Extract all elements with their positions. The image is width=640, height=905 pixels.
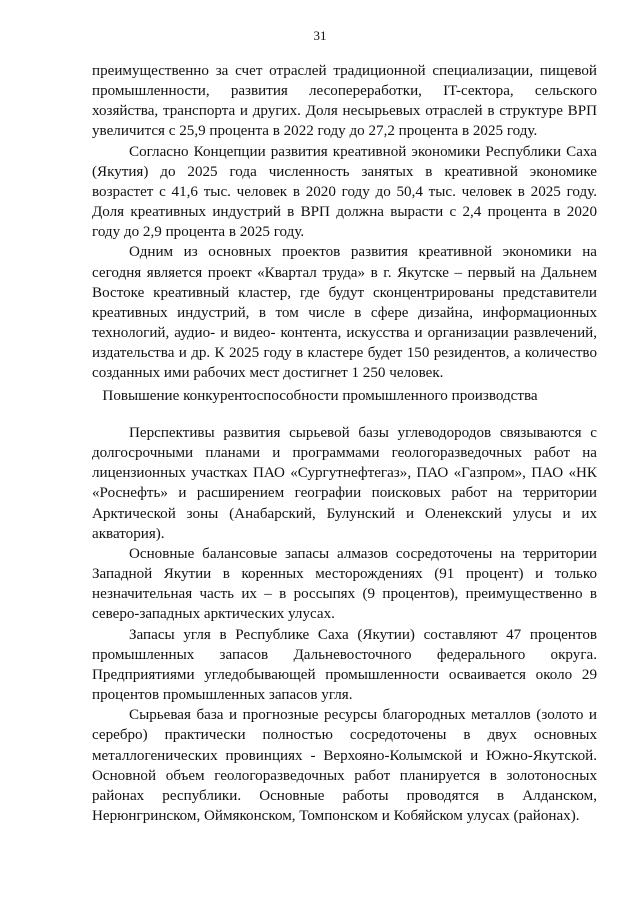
paragraph-creative-economy-concept: Согласно Концепции развития креативной экономики Республики Саха (Якутия) до 2025 года численность занятых в креативной экономике возрастет с 41,6 тыс. человек в 2020 году до 50,4 тыс. человек в 2025 году. Доля креативных индустрий в ВРП должна вырасти с 2,4 процента в 2020 году до 2,9 процента в 2025 году. [92,143,597,241]
paragraph-continuation: преимущественно за счет отраслей традиционной специализации, пищевой промышленности, развития лесопереработки, IT-сектора, сельского хозяйства, транспорта и других. Доля несырьевых отраслей в структуре ВРП увеличится с 25,9 процента в 2022 году до 27,2 процента в 2025 году. [92,63,597,140]
paragraph-diamonds: Основные балансовые запасы алмазов сосредоточены на территории Западной Якутии в коренных месторождениях (91 процент) и только незначительная часть их – в россыпях (9 процентов), преимущественно в северо-западных арктических улусах. [92,545,597,623]
paragraph-coal: Запасы угля в Республике Саха (Якутии) составляют 47 процентов промышленных запасов Дальневосточного федерального округа. Предприятиями угледобывающей промышленности осваивается около 29 процентов промышленных запасов угля. [92,626,597,704]
text-block-top [92,61,597,384]
page-number: 31 [313,28,327,43]
paragraph-hydrocarbons: Перспективы развития сырьевой базы углеводородов связываются с долгосрочными планами и программами геологоразведочных работ на лицензионных участках ПАО «Сургутнефтегаз», ПАО «Газпром», ПАО «НК «Роснефть» и расширением географии поисковых работ на территории Арктической зоны (Анабарский, Булунский и Оленекский улусы и их акватория). [92,425,597,542]
paragraph-kvartal-truda: Одним из основных проектов развития креативной экономики на сегодня является проект «Квартал труда» в г. Якутске – первый на Дальнем Востоке креативный кластер, где будут сконцентрированы представители креативных индустрий, в том числе в сфере дизайна, информационных технологий, аудио- и видео- контента, искусства и организации развлечений, издательства и др. К 2025 году в кластере будет 150 резидентов, а количество созданных ими рабочих мест достигнет 1 250 человек. [92,244,597,382]
paragraph-precious-metals: Сырьевая база и прогнозные ресурсы благородных металлов (золото и серебро) практически полностью сосредоточены в двух основных металлогенических провинциях - Верхояно-Колымской и Южно-Якутской. Основной объем геологоразведочных работ планируется в золотоносных районах республики. Основные работы проводятся в Алданском, Нерюнгринском, Оймяконском, Томпонском и Кобяйском улусах (районах). [92,707,597,824]
text-block-bottom [92,423,597,826]
section-heading: Повышение конкурентоспособности промышленного производства [102,388,538,404]
